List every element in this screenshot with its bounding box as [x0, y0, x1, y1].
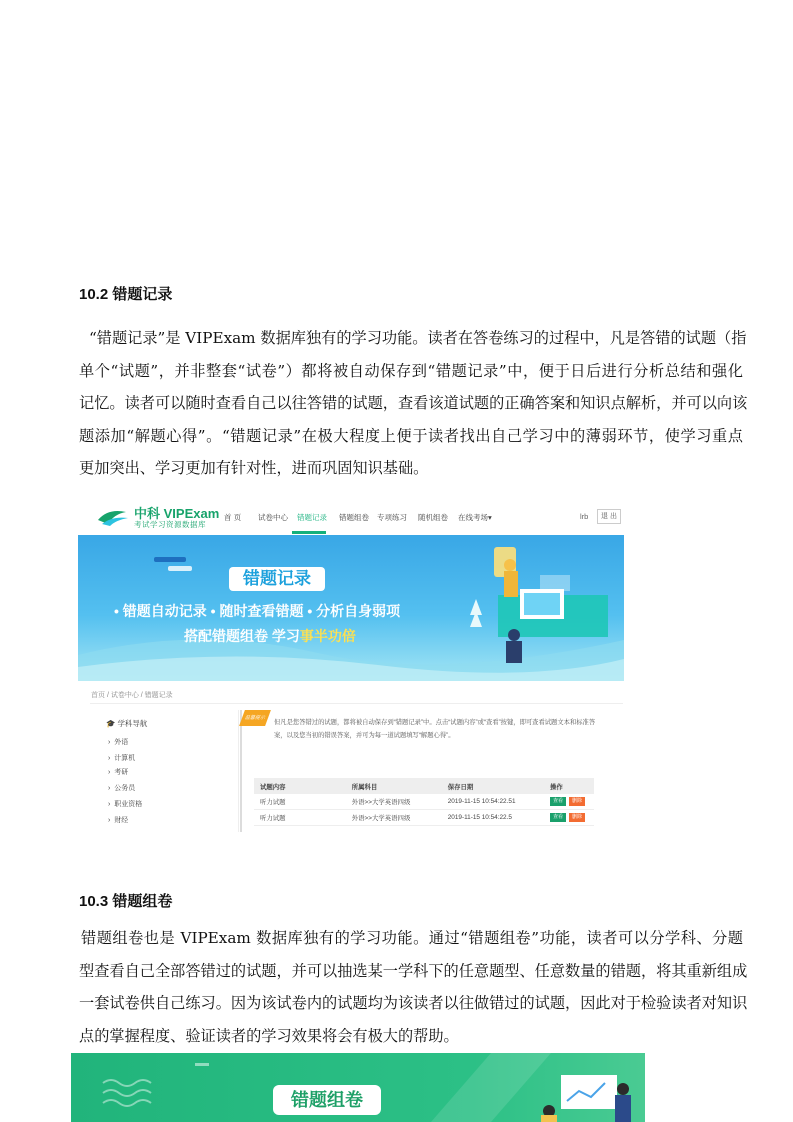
error-compose-screenshot [71, 1053, 645, 1122]
cell-content[interactable]: 听力试题 [254, 794, 346, 810]
sidebar-item-computer[interactable]: › 计算机 [108, 755, 136, 762]
sidebar-title [106, 718, 147, 729]
cell-actions [544, 810, 594, 826]
paragraph-line: 型查看自己全部答错过的试题，并可以抽选某一学科下的任意题型、任意数量的错题，将其重新组成 [79, 961, 748, 980]
banner-slogan-2-text: 搭配错题组卷 学习 [184, 628, 300, 644]
delete-button[interactable]: 删除 [569, 813, 585, 822]
banner-title: 错题组卷 [273, 1085, 381, 1115]
sidebar-item-label: 计算机 [114, 755, 136, 762]
sidebar-item-label: 公务员 [114, 785, 136, 792]
notice-text: 但凡是您答错过的试题，都将被自动保存到“错题记录”中。点击“试题内容”或“查看”按键，即可查看试题文本和标准答案，以及您当初的错误答案，并可为每一道试题填写“解题心得”。 [274, 719, 596, 739]
graduation-cap-icon: 🎓 [106, 719, 118, 728]
sidebar-item-label: 财经 [114, 817, 129, 824]
logo-subtitle: 考试学习资源数据库 [134, 520, 206, 529]
paragraph-line: 点的掌握程度、验证读者的学习效果将会有极大的帮助。 [79, 1026, 459, 1045]
nav-error-record[interactable]: 错题记录 [297, 513, 327, 522]
nav-online-exam[interactable]: 在线考场▾ [458, 513, 492, 522]
sidebar-item-foreign-language[interactable]: › 外语 [108, 739, 129, 746]
cell-date: 2019-11-15 10:54:22.5 [442, 810, 544, 826]
section-paragraph-10-2 [79, 322, 748, 485]
promo-banner [78, 535, 624, 681]
sidebar-title-text: 学科导航 [117, 719, 148, 728]
section-paragraph-10-3 [79, 922, 748, 1052]
subject-sidebar [90, 710, 239, 832]
banner-title: 错题记录 [229, 567, 325, 591]
error-record-panel [240, 710, 624, 832]
paragraph-line: “错题记录”是 VIPExam 数据库独有的学习功能。读者在答卷练习的过程中，凡是答错的试题（指 [89, 329, 747, 347]
paragraph-line: 错题组卷也是 VIPExam 数据库独有的学习功能。通过“错题组卷”功能，读者可以分学科、分题 [81, 929, 743, 947]
paragraph-line: 更加突出、学习更加有针对性，进而巩固知识基础。 [79, 459, 429, 478]
banner-slogan-2 [184, 626, 356, 646]
sidebar-item-label: 职业资格 [114, 801, 143, 808]
sidebar-item-civil-servant[interactable]: › 公务员 [108, 785, 136, 792]
section-heading-10-2: 10.2 错题记录 [79, 286, 173, 303]
nav-special-practice[interactable]: 专项练习 [377, 513, 407, 522]
section-heading-10-3: 10.3 错题组卷 [79, 893, 173, 910]
logo-icon [96, 506, 130, 528]
sidebar-item-label: 考研 [114, 769, 129, 776]
paragraph-line: 记忆。读者可以随时查看自己以往答错的试题，查看该道试题的正确答案和知识点解析，并可以向该 [79, 394, 748, 413]
sidebar-item-finance[interactable]: › 财经 [108, 817, 129, 824]
column-header: 保存日期 [442, 778, 544, 794]
banner-slogan-1: • 错题自动记录 • 随时查看错题 • 分析自身弱项 [114, 603, 401, 619]
error-record-table [254, 778, 594, 826]
paragraph-line: 一套试卷供自己练习。因为该试卷内的试题均为该读者以往做错过的试题，因此对于检验读者对知识 [79, 994, 748, 1013]
cell-date: 2019-11-15 10:54:22.51 [442, 794, 544, 810]
delete-button[interactable]: 删除 [569, 797, 585, 806]
banner-slogan-2-accent: 事半功倍 [299, 628, 356, 644]
column-header: 所属科目 [346, 778, 442, 794]
table-header-row [254, 778, 594, 794]
cell-content[interactable]: 听力试题 [254, 810, 346, 826]
nav-random-compose[interactable]: 随机组卷 [418, 513, 448, 522]
nav-home[interactable]: 首 页 [224, 513, 242, 522]
nav-exam-center[interactable]: 试卷中心 [258, 513, 288, 522]
user-name[interactable]: lrb [580, 512, 589, 521]
logo-title: 中科 VIPExam [134, 506, 220, 521]
paragraph-line: 单个“试题”，并非整套“试卷”）都将被自动保存到“错题记录”中，便于日后进行分析总结和强化 [79, 361, 743, 380]
cell-subject: 外语>>大学英语四级 [346, 810, 442, 826]
breadcrumb[interactable]: 首页 / 试卷中心 / 错题记录 [91, 692, 173, 699]
sidebar-item-postgraduate[interactable]: › 考研 [108, 769, 129, 776]
nav-error-compose[interactable]: 错题组卷 [339, 513, 369, 522]
view-button[interactable]: 查看 [550, 797, 566, 806]
table-row [254, 810, 594, 826]
view-button[interactable]: 查看 [550, 813, 566, 822]
error-record-screenshot [78, 498, 624, 832]
top-navbar [78, 498, 624, 536]
cell-actions [544, 794, 594, 810]
nav-active-indicator [292, 531, 326, 534]
column-header: 试题内容 [254, 778, 346, 794]
cell-subject: 外语>>大学英语四级 [346, 794, 442, 810]
table-row [254, 794, 594, 810]
tip-ribbon: 温馨提示 [239, 710, 271, 726]
sidebar-item-professional-qualification[interactable]: › 职业资格 [108, 801, 143, 808]
exit-button[interactable]: 退 出 [597, 509, 621, 524]
divider [90, 703, 623, 704]
sidebar-item-label: 外语 [114, 739, 129, 746]
column-header: 操作 [544, 778, 594, 794]
paragraph-line: 题添加“解题心得”。“错题记录”在极大程度上便于读者找出自己学习中的薄弱环节，使学习重点 [79, 426, 743, 445]
